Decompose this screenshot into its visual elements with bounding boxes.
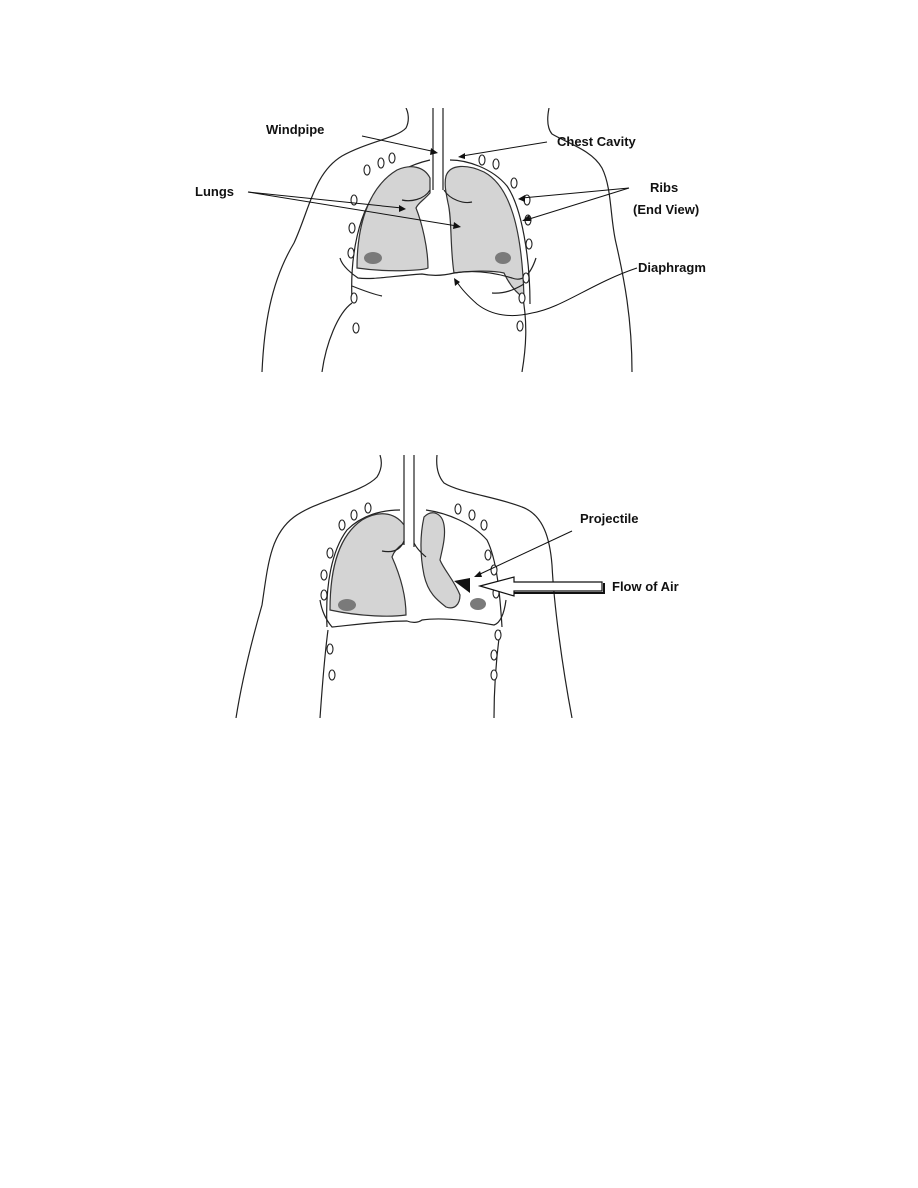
label-ribs-end-view: (End View) (633, 202, 700, 217)
chest-injury-svg (232, 455, 690, 718)
label-diaphragm: Diaphragm (638, 260, 706, 275)
wound-spot-right (470, 598, 486, 610)
lung-spot-left (338, 599, 356, 611)
lung-spot-right (495, 252, 511, 264)
label-chest-cavity: Chest Cavity (557, 134, 636, 149)
label-projectile: Projectile (580, 511, 639, 526)
lung-spot-left (364, 252, 382, 264)
diaphragm-lower (352, 284, 524, 296)
chest-anatomy-svg (192, 108, 728, 372)
label-lungs: Lungs (195, 184, 234, 199)
torso-inner-left (322, 303, 352, 372)
diagram-collapsed-lung (232, 455, 690, 718)
windpipe (433, 108, 443, 190)
windpipe (404, 455, 414, 547)
torso-inner-right (522, 293, 526, 372)
label-windpipe: Windpipe (266, 122, 325, 137)
diagram-normal-chest (192, 108, 728, 372)
projectile-arrowhead (474, 571, 482, 577)
label-ribs: Ribs (650, 180, 679, 195)
torso-inner-left (320, 630, 328, 718)
label-flow-of-air: Flow of Air (612, 579, 679, 594)
collapsed-right-lung (421, 513, 460, 608)
